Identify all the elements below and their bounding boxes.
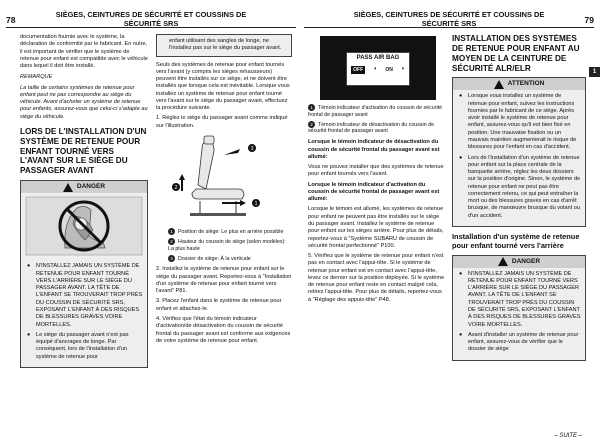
airbag-icon: ◗ [373, 66, 378, 73]
indicator-off-label: OFF [353, 66, 364, 73]
lit-on-text: Lorsque le témoin est allumé, les systèmes de retenue pour enfant ne peuvent pas être installés sur le siège du passager avant. Installez le système de retenue pour enfant sur les sièges arrière. Pour plus de détails, reportez-vous à "Système SUBARU de coussin de sécurité frontal perfectionné" P100. [308, 206, 444, 249]
lit-on-title: Lorsque le témoin indicateur d'activation du coussin de sécurité frontal de passager avant est allumé: [308, 181, 440, 203]
indicator-on-label: ON [385, 66, 393, 73]
danger-header-right [453, 256, 585, 268]
right-header-title: SIÈGES, CEINTURES DE SÉCURITÉ ET COUSSINS DE SÉCURITÉ SRS [353, 10, 545, 28]
section-title-alr-elr: INSTALLATION DES SYSTÈMES DE RETENUE POUR ENFANT AU MOYEN DE LA CEINTURE DE SÉCURITÉ ALR/ELR [452, 34, 580, 73]
left-page-header [6, 6, 296, 28]
lit-off-text: Vous ne pouvez installer que des systèmes de retenue pour enfant tournés vers l'avant. [308, 164, 444, 178]
no-rear-facing-seat-illustration [25, 196, 143, 256]
danger-item: ● N'INSTALLEZ JAMAIS UN SYSTÈME DE RETENUE POUR ENFANT TOURNÉ VERS L'ARRIÈRE SUR LE SIÈGE DU PASSAGER AVANT. LA TÊTE DE L'ENFANT SE TROUVERAIT TROP PRÈS DU COUSSIN DE SÉCURITÉ SRS, EXPOSANT L'ENFANT À DES RISQUES DE BLESSURES GRAVES VOIRE MORTELLES. [457, 271, 581, 329]
attention-header [453, 78, 585, 90]
danger-label-right: DANGER [511, 257, 541, 265]
left-column-2 [156, 34, 292, 444]
warning-triangle-icon [63, 183, 73, 192]
danger-item: ● N'INSTALLEZ JAMAIS UN SYSTÈME DE RETENUE POUR ENFANT TOURNÉ VERS L'ARRIÈRE SUR LE SIÈGE DU PASSAGER AVANT. LA TÊTE DE L'ENFANT SE TROUVERAIT TROP PRÈS DU COUSSIN DE SÉCURITÉ SRS, EXPOSANT L'ENFANT À DES RISQUES DE BLESSURES GRAVES VOIRE MORTELLES. [25, 263, 143, 328]
attention-label: ATTENTION [507, 80, 545, 88]
figure-caption-1: 1 Position de siège: Le plus en arrière possible [168, 228, 292, 236]
step-5: 5. Vérifiez que le système de retenue pour enfant n'est pas en contact avec l'appui-tête. Si le système de retenue pour enfant est en contact avec l'appui-tête, levez ce dernier sur la position déployée. Si le système de retenue pour enfant reste en contact malgré cela, retirez l'appui-tête. Pour plus de détails, reportez-vous à "Réglage des appuis-tête" P48. [308, 253, 445, 303]
danger-label: DANGER [76, 183, 106, 191]
remarque-title: REMARQUE [20, 74, 53, 81]
indicator-caption-1: 1 Témoin indicateur d'activation du coussin de sécurité frontal de passager avant [308, 104, 443, 118]
left-header-title: SIÈGES, CEINTURES DE SÉCURITÉ ET COUSSINS DE SÉCURITÉ SRS [55, 10, 247, 28]
intro-paragraph: documentation fournie avec le système, la déclaration de conformité par le fabricant. En outre, il est important de vérifier que le système de retenue pour enfant est compatible avec le véhicule dans lequel il doit être installé. [20, 34, 148, 70]
remarque-text: La taille de certains systèmes de retenue pour enfant peut ne pas correspondre au siège du véhicule. Avant d'acheter un système de retenue pour enfants, assurez-vous que celui-ci s'adapte au siège du véhicule. [20, 84, 148, 120]
section-title-forward-facing: LORS DE L'INSTALLATION D'UN SYSTÈME DE RETENUE POUR ENFANT TOURNÉ VERS L'AVANT SUR LE SIÈGE DU PASSAGER AVANT [20, 126, 147, 176]
right-page-number: 79 [584, 15, 594, 25]
left-page-number: 78 [6, 15, 16, 25]
step-4: 4. Vérifiez que l'état du témoin indicateur d'activation/de désactivation du coussin de sécurité frontal du passager avant est conforme aux exigences de votre système de retenue pour enfant. [156, 316, 291, 344]
figure-caption-2: 2 Hauteur du coussin de siège (selon modèles): La plus haute [168, 238, 286, 252]
danger-continuation-text: enfant utilisant des sangles de longe, ne l'installez pas sur le siège du passager avant. [169, 38, 282, 52]
callout-1: 1 [254, 200, 258, 207]
lit-off-title: Lorsque le témoin indicateur de désactivation du coussin de sécurité frontal du passager avant est allumé: [308, 139, 440, 160]
danger-box-right [452, 255, 586, 361]
callout-2: 2 [174, 184, 178, 191]
warning-triangle-icon [494, 80, 504, 89]
indicator-panel-illustration [320, 36, 436, 100]
right-column-2 [452, 34, 586, 434]
danger-box [20, 180, 148, 368]
danger-item: ● Le siège du passager avant n'est pas équipé d'ancrages de longe. Par conséquent, lors de l'installation d'un système de retenue pour [25, 332, 143, 361]
airbag-icon: ◗ [401, 66, 405, 73]
danger-continuation [156, 34, 292, 57]
chapter-tab: 1 [589, 67, 600, 77]
step-3: 3. Placez l'enfant dans le système de retenue pour enfant et attachez-le. [156, 298, 282, 312]
pass-air-bag-label: PASS AIR BAG [356, 55, 400, 61]
right-page-header [304, 6, 594, 28]
subsection-title-rear-facing: Installation d'un système de retenue pour enfant tourné vers l'arrière [452, 231, 580, 250]
danger-item: ● Avant d'installer un système de retenue pour enfant, assurez-vous de vérifier que le dossier de siège [457, 332, 581, 354]
forward-facing-paragraph: Seuls des systèmes de retenue pour enfant tournés vers l'avant (y compris les sièges rehausseurs) peuvent être installés sur ce siège, et ne doivent être installés que lorsque cela est inévitable. Lorsque vous installez un système de retenue pour enfant tourné vers l'avant sur le siège du passager avant, effectuez la procédure suivante. [156, 61, 290, 112]
step-1: 1. Réglez le siège du passager avant comme indiqué sur l'illustration. [156, 115, 288, 129]
danger-header [21, 181, 147, 193]
indicator-caption-2: 2 Témoin indicateur de désactivation du coussin de sécurité frontal de passager avant [308, 121, 435, 135]
seat-adjustment-illustration [168, 133, 280, 223]
callout-3: 3 [250, 145, 254, 152]
figure-caption-3: 3 Dossier de siège: À la verticale [168, 255, 292, 263]
continued-footer: – SUITE – [554, 433, 582, 440]
attention-item: ● Lorsque vous installez un système de retenue pour enfant, suivez les instructions fournies par le fabricant de ce siège. Après avoir installé le système de retenue pour enfant, assurez-vous qu'il est bien fixé en position. Une mauvaise fixation ou un mauvais maintien augmenterait le risque de blessures pour l'enfant en cas d'accident. [457, 93, 581, 151]
left-column-1 [20, 34, 148, 444]
warning-triangle-icon [498, 257, 508, 266]
attention-item: ● Lors de l'installation d'un système de retenue pour enfant sur la place centrale de la banquette arrière, réglez les deux dossiers sur la position d'origine. Sinon, le système de retenue pour enfant ne peut pas être correctement retenu, ce qui peut entraîner la mort ou des blessures graves en cas d'arrêt brusque, de manœuvre brusque du volant ou d'un accident. [457, 155, 581, 220]
indicator-display [346, 52, 410, 86]
step-2: 2. Installez le système de retenue pour enfant sur le siège du passager avant. Reportez-vous à "Installation d'un système de retenue pour enfant tourné vers l'avant" P81. [156, 266, 292, 295]
right-column-1 [308, 34, 446, 444]
attention-box [452, 77, 586, 227]
